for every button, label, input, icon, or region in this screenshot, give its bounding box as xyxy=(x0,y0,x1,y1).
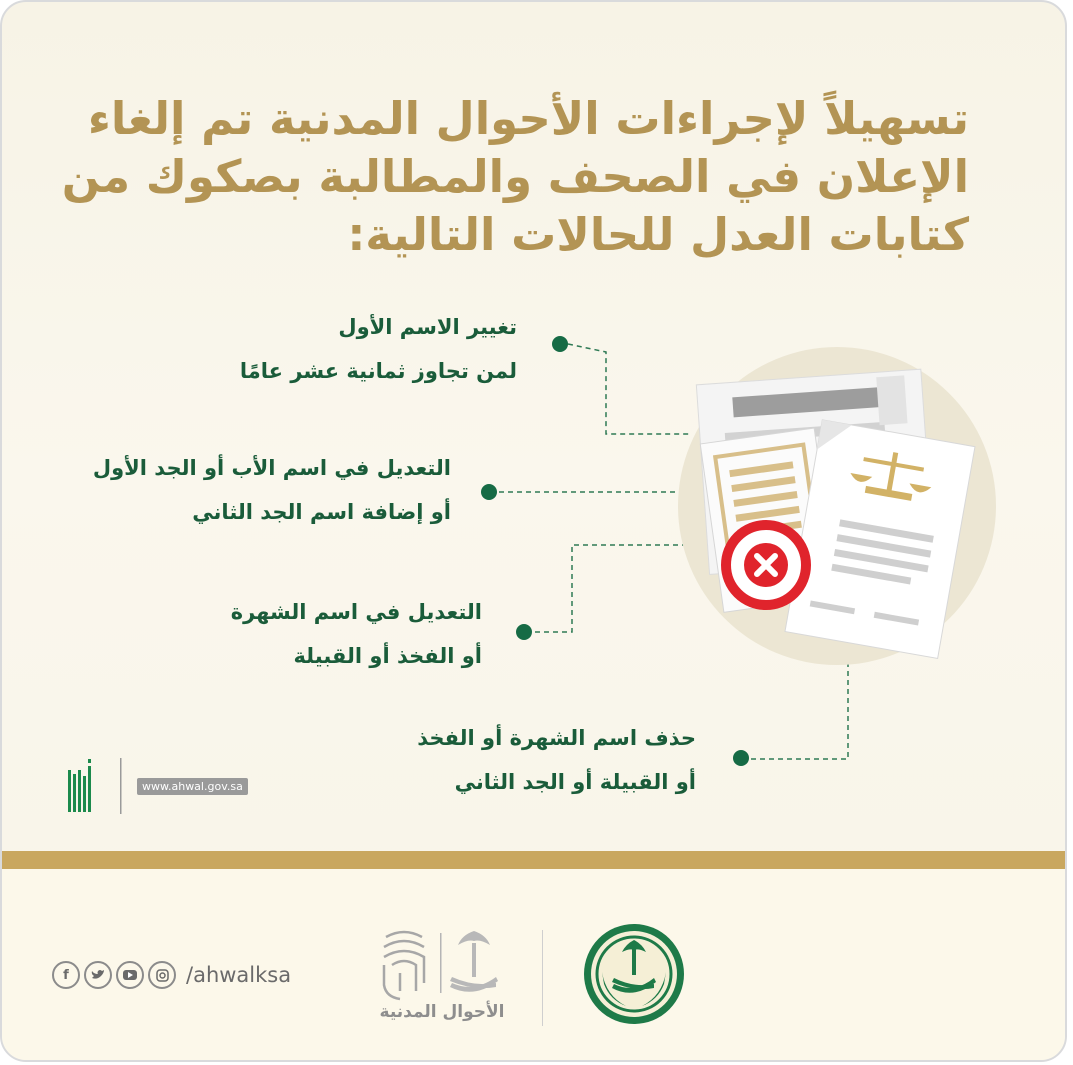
bullet-dot-1 xyxy=(552,336,568,352)
headline-line-3: كتابات العدل للحالات التالية: xyxy=(347,208,969,261)
bullet-dot-2 xyxy=(481,484,497,500)
ministry-emblem xyxy=(582,922,686,1026)
connector-4 xyxy=(742,652,848,759)
case-item-4-line-2: أو القبيلة أو الجد الثاني xyxy=(454,770,696,794)
instagram-icon[interactable] xyxy=(148,961,176,989)
social-handle[interactable]: /ahwalksa xyxy=(186,963,292,987)
case-item-1-line-2: لمن تجاوز ثمانية عشر عامًا xyxy=(239,359,517,383)
youtube-icon[interactable] xyxy=(116,961,144,989)
website-url[interactable]: www.ahwal.gov.sa xyxy=(137,778,248,795)
case-item-3-line-2: أو الفخذ أو القبيلة xyxy=(293,644,482,668)
twitter-icon[interactable] xyxy=(84,961,112,989)
headline-line-1: تسهيلاً لإجراءات الأحوال المدنية تم إلغاء xyxy=(87,92,969,145)
headline-line-2: الإعلان في الصحف والمطالبة بصكوك من xyxy=(61,150,969,203)
case-item-4-line-1: حذف اسم الشهرة أو الفخذ xyxy=(417,726,696,750)
footer-divider xyxy=(542,930,543,1026)
case-item-3 xyxy=(231,590,482,678)
civil-affairs-name: الأحوال المدنية xyxy=(379,1002,505,1022)
case-item-4 xyxy=(417,716,696,804)
gold-divider-bar xyxy=(2,851,1065,869)
case-item-1-line-1: تغيير الاسم الأول xyxy=(338,315,517,339)
case-item-1 xyxy=(240,305,517,393)
documents-illustration xyxy=(682,362,1002,662)
case-item-2-line-2: أو إضافة اسم الجد الثاني xyxy=(192,500,451,524)
bullet-dot-4 xyxy=(733,750,749,766)
facebook-icon[interactable]: f xyxy=(52,961,80,989)
case-item-2-line-1: التعديل في اسم الأب أو الجد الأول xyxy=(92,456,451,480)
connector-3 xyxy=(526,545,692,632)
cancel-icon xyxy=(726,525,806,605)
case-item-3-line-1: التعديل في اسم الشهرة xyxy=(230,600,482,624)
social-links xyxy=(52,961,291,989)
case-item-2 xyxy=(93,446,451,534)
connector-1 xyxy=(568,344,692,434)
bullet-dot-3 xyxy=(516,624,532,640)
